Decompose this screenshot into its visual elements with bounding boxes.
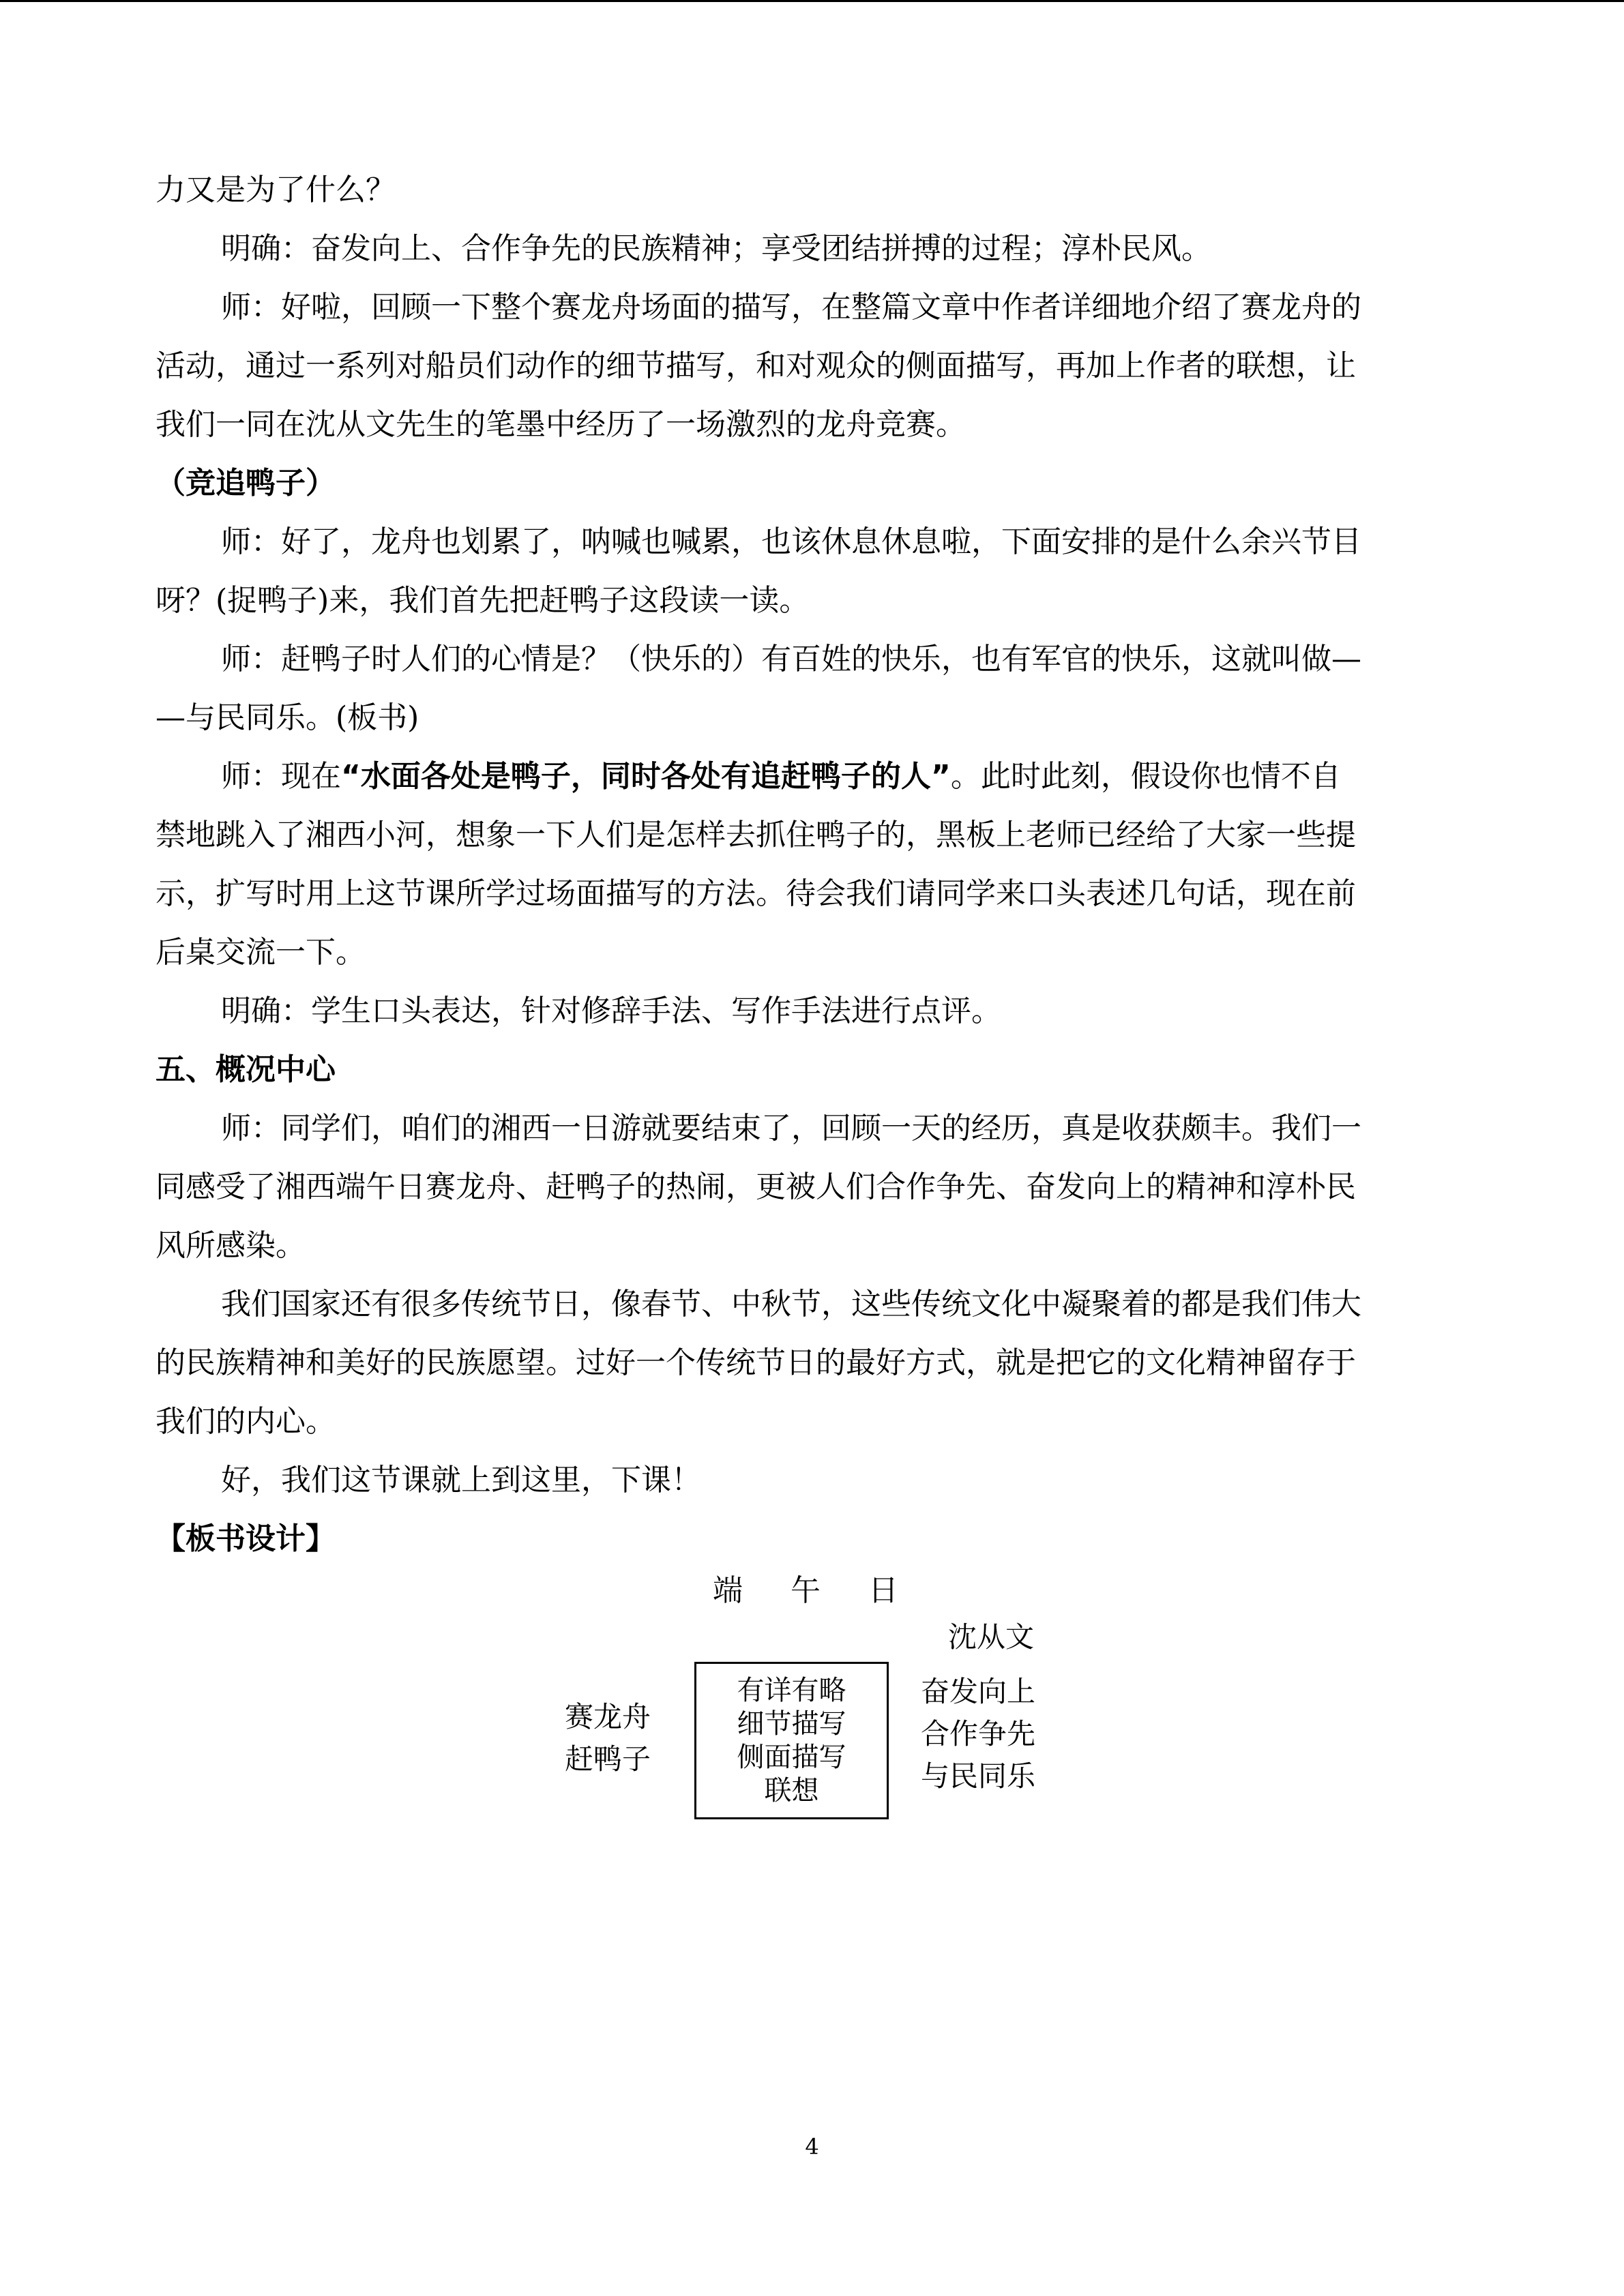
paragraph-line: 我们国家还有很多传统节日，像春节、中秋节，这些传统文化中凝聚着的都是我们伟大 [221,1287,1361,1322]
board-center-box [694,1662,889,1819]
paragraph-line: 风所感染。 [156,1228,306,1263]
section-heading: 五、概况中心 [156,1052,336,1087]
paragraph-line: 师：赶鸭子时人们的心情是？（快乐的）有百姓的快乐，也有军官的快乐，这就叫做— [221,642,1361,676]
paragraph-line: 活动，通过一系列对船员们动作的细节描写，和对观众的侧面描写，再加上作者的联想，让 [156,348,1356,383]
paragraph-line: 师：同学们，咱们的湘西一日游就要结束了，回顾一天的经历，真是收获颇丰。我们一 [221,1111,1361,1146]
paragraph-line: 力又是为了什么？ [156,173,396,207]
paragraph-line: 师：好了，龙舟也划累了，呐喊也喊累，也该休息休息啦，下面安排的是什么余兴节目 [221,524,1361,559]
board-title: 端午日 [713,1573,946,1608]
board-box-item: 细节描写 [737,1708,846,1740]
board-left-item: 赶鸭子 [565,1742,651,1776]
board-box-item: 有详有略 [737,1674,846,1706]
board-right-column [921,1671,1035,1798]
board-author: 沈从文 [948,1620,1035,1654]
top-border-line [0,0,1624,2]
paragraph-line: 禁地跳入了湘西小河，想象一下人们是怎样去抓住鸭子的，黑板上老师已经给了大家一些提 [156,818,1356,852]
paragraph-line: 我们的内心。 [156,1404,336,1439]
board-box-item: 侧面描写 [737,1741,846,1773]
document-body [156,161,1465,1568]
board-box-item: 联想 [764,1774,819,1806]
paragraph-line: 后桌交流一下。 [156,935,366,970]
quote-suffix: 。此时此刻，假设你也情不自 [950,759,1341,794]
board-left-column [565,1696,651,1780]
paragraph-line: 的民族精神和美好的民族愿望。过好一个传统节日的最好方式，就是把它的文化精神留存于 [156,1345,1356,1380]
paragraph-line: 我们一同在沈从文先生的笔墨中经历了一场激烈的龙舟竞赛。 [156,407,966,442]
paragraph-line: 示，扩写时用上这节课所学过场面描写的方法。待会我们请同学来口头表述几句话，现在前 [156,876,1356,911]
page-number: 4 [805,2134,819,2160]
paragraph-line-with-quote [156,747,1465,806]
board-left-item: 赛龙舟 [565,1700,651,1733]
board-right-item: 奋发向上 [921,1675,1036,1708]
paragraph-line: 明确：学生口头表达，针对修辞手法、写作手法进行点评。 [221,994,1001,1028]
board-right-item: 合作争先 [921,1717,1036,1750]
paragraph-line: 呀？(捉鸭子)来，我们首先把赶鸭子这段读一读。 [156,583,810,618]
board-right-item: 与民同乐 [921,1759,1036,1793]
paragraph-line: 师：好啦，回顾一下整个赛龙舟场面的描写，在整篇文章中作者详细地介绍了赛龙舟的 [221,290,1361,325]
paragraph-line: —与民同乐。(板书) [156,700,419,735]
board-design-heading: 【板书设计】 [156,1521,336,1556]
paragraph-line: 同感受了湘西端午日赛龙舟、赶鸭子的热闹，更被人们合作争先、奋发向上的精神和淳朴民 [156,1169,1356,1204]
paragraph-line: 好，我们这节课就上到这里，下课！ [221,1463,701,1497]
paragraph-line: 明确：奋发向上、合作争先的民族精神；享受团结拼搏的过程；淳朴民风。 [221,231,1211,266]
quote-prefix: 师：现在 [221,759,341,794]
bold-quote: “水面各处是鸭子，同时各处有追赶鸭子的人” [341,759,951,794]
sub-heading: （竞追鸭子） [156,466,336,501]
